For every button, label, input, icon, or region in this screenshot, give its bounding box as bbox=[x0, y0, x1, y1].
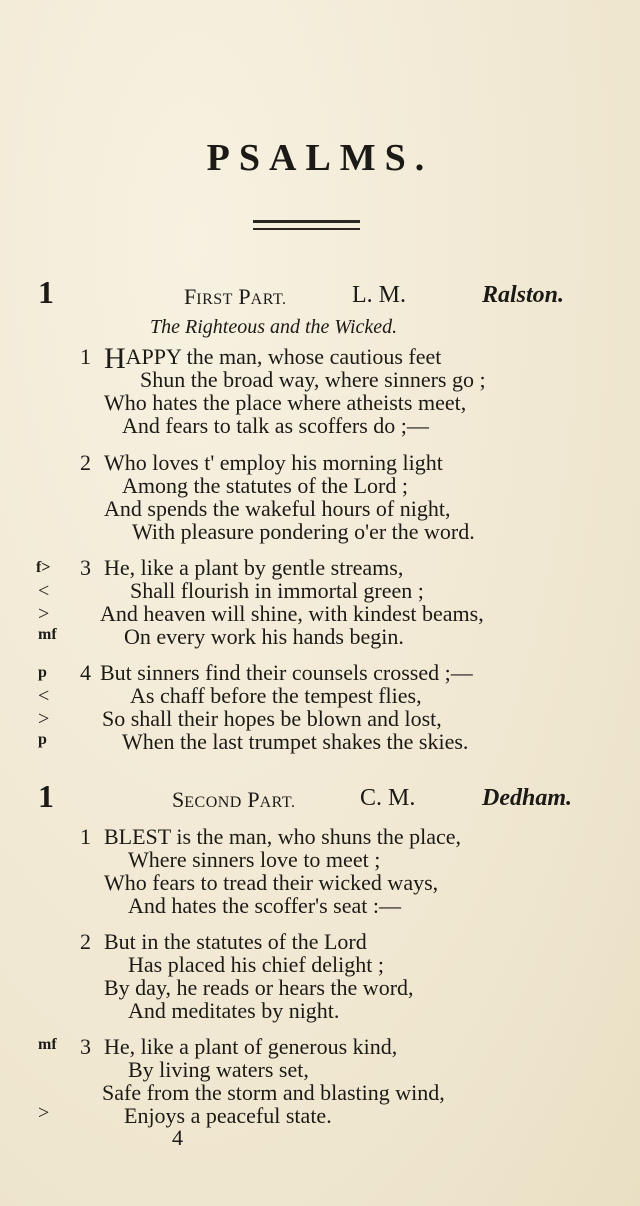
part-heading-initial: P bbox=[238, 284, 251, 309]
verse-line bbox=[104, 342, 442, 375]
verse-line: Who hates the place where atheists meet, bbox=[104, 390, 467, 415]
verse-line: And hates the scoffer's seat :— bbox=[128, 893, 401, 918]
part-heading-rest: ECOND bbox=[184, 794, 242, 811]
page-number: 4 bbox=[172, 1125, 183, 1150]
part-heading-initial: P bbox=[247, 787, 260, 812]
dynamic-mark: < bbox=[38, 685, 50, 707]
verse-line: Shall flourish in immortal green ; bbox=[130, 578, 424, 603]
part-heading-rest: IRST bbox=[196, 291, 233, 308]
verse-line: When the last trumpet shakes the skies. bbox=[122, 729, 469, 754]
verse-number: 1 bbox=[80, 824, 91, 849]
page-title: PSALMS. bbox=[206, 137, 434, 179]
tune-name: Ralston. bbox=[482, 282, 565, 308]
meter: L. M. bbox=[352, 282, 406, 308]
dynamic-mark: p bbox=[38, 731, 47, 748]
verse-number: 3 bbox=[80, 1034, 91, 1059]
title-rule-bottom bbox=[253, 228, 360, 230]
part-heading-rest: ART. bbox=[259, 794, 296, 811]
dynamic-mark: > bbox=[38, 708, 50, 730]
verse-line: Who fears to tread their wicked ways, bbox=[104, 870, 439, 895]
verse-line: With pleasure pondering o'er the word. bbox=[132, 519, 475, 544]
verse-line: As chaff before the tempest flies, bbox=[130, 683, 422, 708]
dynamic-mark: mf bbox=[38, 626, 57, 643]
verse-line: By living waters set, bbox=[128, 1057, 309, 1082]
verse-line: Where sinners love to meet ; bbox=[128, 847, 381, 872]
tune-name: Dedham. bbox=[482, 785, 572, 811]
verse-number: 3 bbox=[80, 555, 91, 580]
dynamic-mark: mf bbox=[38, 1036, 57, 1053]
verse-line-text: APPY the man, whose cautious feet bbox=[125, 344, 442, 369]
psalm-number: 1 bbox=[38, 274, 54, 310]
verse-line: Who loves t' employ his morning light bbox=[104, 450, 443, 475]
drop-cap: H bbox=[104, 342, 126, 375]
dynamic-mark: f> bbox=[36, 559, 51, 576]
verse-line: By day, he reads or hears the word, bbox=[104, 975, 414, 1000]
verse-line: Enjoys a peaceful state. bbox=[124, 1103, 332, 1128]
verse-number: 2 bbox=[80, 450, 91, 475]
verse-line: Safe from the storm and blasting wind, bbox=[102, 1080, 445, 1105]
psalm-subtitle: The Righteous and the Wicked. bbox=[150, 316, 398, 338]
part-heading-initial: S bbox=[172, 787, 185, 812]
verse-line: But sinners find their counsels crossed ;— bbox=[100, 660, 473, 685]
verse-number: 1 bbox=[80, 344, 91, 369]
verse-line: Among the statutes of the Lord ; bbox=[122, 473, 408, 498]
verse-line: He, like a plant of generous kind, bbox=[104, 1034, 398, 1059]
verse-line: But in the statutes of the Lord bbox=[104, 929, 367, 954]
verse-line: So shall their hopes be blown and lost, bbox=[102, 706, 442, 731]
verse-line: On every work his hands begin. bbox=[124, 624, 404, 649]
verse-line: And heaven will shine, with kindest beams, bbox=[100, 601, 484, 626]
meter: C. M. bbox=[360, 785, 416, 811]
dynamic-mark: p bbox=[38, 664, 47, 681]
part-heading-rest: ART. bbox=[250, 291, 287, 308]
verse-number: 2 bbox=[80, 929, 91, 954]
verse-line: Shun the broad way, where sinners go ; bbox=[140, 367, 486, 392]
verse-line: BLEST is the man, who shuns the place, bbox=[104, 824, 462, 849]
part-heading bbox=[172, 787, 295, 813]
dynamic-mark: > bbox=[38, 1102, 50, 1124]
title-rule-top bbox=[253, 220, 360, 223]
verse-number: 4 bbox=[80, 660, 91, 685]
part-heading bbox=[184, 284, 287, 310]
verse-line: Has placed his chief delight ; bbox=[128, 952, 384, 977]
verse-line: And meditates by night. bbox=[128, 998, 340, 1023]
dynamic-mark: < bbox=[38, 580, 50, 602]
part-heading-initial: F bbox=[184, 284, 197, 309]
verse-line: And spends the wakeful hours of night, bbox=[104, 496, 451, 521]
psalm-number: 1 bbox=[38, 778, 54, 814]
dynamic-mark: > bbox=[38, 603, 50, 625]
verse-line: And fears to talk as scoffers do ;— bbox=[122, 413, 429, 438]
verse-line: He, like a plant by gentle streams, bbox=[104, 555, 404, 580]
